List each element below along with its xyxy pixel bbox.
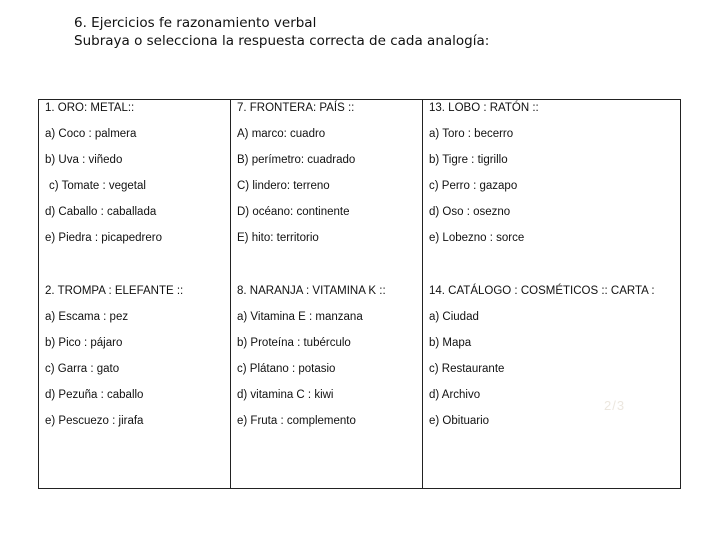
exercise-title: 6. Ejercicios fe razonamiento verbal xyxy=(74,15,317,31)
question-prompt: 14. CATÁLOGO : COSMÉTICOS :: CARTA : xyxy=(429,285,655,297)
answer-option-c[interactable]: c) Restaurante xyxy=(429,363,505,375)
answer-option-e[interactable]: E) hito: territorio xyxy=(237,232,319,244)
answer-option-b[interactable]: b) Pico : pájaro xyxy=(45,337,123,349)
answer-option-a[interactable]: A) marco: cuadro xyxy=(237,128,326,140)
answer-option-e[interactable]: e) Fruta : complemento xyxy=(237,415,356,427)
answer-option-d[interactable]: d) Oso : osezno xyxy=(429,206,511,218)
question-13 xyxy=(429,100,678,256)
question-prompt: 13. LOBO : RATÓN :: xyxy=(429,102,539,114)
answer-option-a[interactable]: a) Ciudad xyxy=(429,311,479,323)
answer-option-b[interactable]: b) Mapa xyxy=(429,337,472,349)
answer-option-c[interactable]: c) Plátano : potasio xyxy=(237,363,336,375)
answer-option-c[interactable]: C) lindero: terreno xyxy=(237,180,330,192)
answer-option-c[interactable]: c) Garra : gato xyxy=(45,363,120,375)
analogy-table xyxy=(38,99,681,489)
answer-option-d[interactable]: D) océano: continente xyxy=(237,206,350,218)
answer-option-b[interactable]: b) Tigre : tigrillo xyxy=(429,154,508,166)
question-prompt: 7. FRONTERA: PAÍS :: xyxy=(237,102,355,114)
question-2 xyxy=(45,283,228,439)
question-prompt: 8. NARANJA : VITAMINA K :: xyxy=(237,285,386,297)
answer-option-d[interactable]: d) vitamina C : kiwi xyxy=(237,389,334,401)
question-prompt: 2. TROMPA : ELEFANTE :: xyxy=(45,285,184,297)
answer-option-d[interactable]: d) Pezuña : caballo xyxy=(45,389,144,401)
answer-option-a[interactable]: a) Coco : palmera xyxy=(45,128,137,140)
answer-option-e[interactable]: e) Pescuezo : jirafa xyxy=(45,415,144,427)
answer-option-a[interactable]: a) Vitamina E : manzana xyxy=(237,311,363,323)
question-1 xyxy=(45,100,228,256)
question-prompt: 1. ORO: METAL:: xyxy=(45,102,135,114)
question-8 xyxy=(237,283,420,439)
question-14 xyxy=(429,283,678,439)
table-column-2 xyxy=(230,100,422,488)
answer-option-c[interactable]: c) Perro : gazapo xyxy=(429,180,518,192)
table-column-1 xyxy=(39,100,230,488)
answer-option-b[interactable]: b) Uva : viñedo xyxy=(45,154,123,166)
answer-option-e[interactable]: e) Obituario xyxy=(429,415,490,427)
answer-option-d[interactable]: d) Caballo : caballada xyxy=(45,206,157,218)
page-watermark: 2/3 xyxy=(604,398,626,413)
answer-option-a[interactable]: a) Escama : pez xyxy=(45,311,129,323)
answer-option-b[interactable]: b) Proteína : tubérculo xyxy=(237,337,351,349)
answer-option-b[interactable]: B) perímetro: cuadrado xyxy=(237,154,356,166)
exercise-heading xyxy=(74,14,489,50)
answer-option-e[interactable]: e) Lobezno : sorce xyxy=(429,232,525,244)
table-column-3 xyxy=(422,100,680,488)
question-7 xyxy=(237,100,420,256)
answer-option-d[interactable]: d) Archivo xyxy=(429,389,481,401)
exercise-instruction: Subraya o selecciona la respuesta correcta de cada analogía: xyxy=(74,33,490,49)
answer-option-a[interactable]: a) Toro : becerro xyxy=(429,128,514,140)
answer-option-e[interactable]: e) Piedra : picapedrero xyxy=(45,232,162,244)
answer-option-c[interactable]: c) Tomate : vegetal xyxy=(49,180,146,192)
